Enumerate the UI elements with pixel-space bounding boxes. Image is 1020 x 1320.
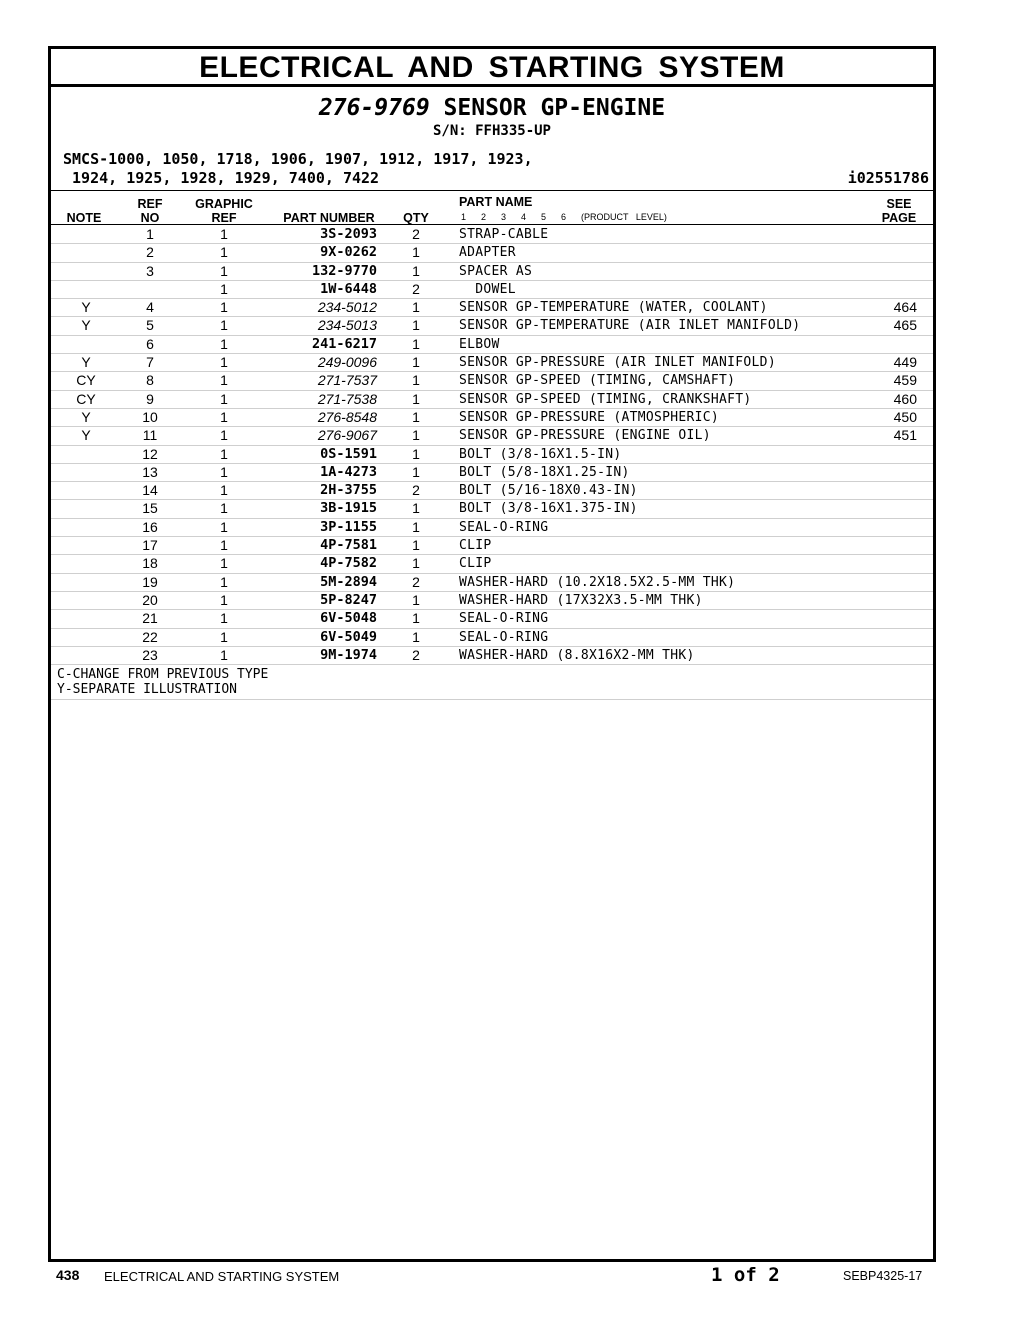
cell-part-name: SENSOR GP-SPEED (TIMING, CAMSHAFT): [459, 373, 736, 389]
cell-see-page: 464: [893, 299, 917, 316]
serial-range: S/N: FFH335-UP: [432, 123, 551, 139]
cell-part-number: 3P-1155: [320, 518, 377, 535]
cell-see-page: 459: [893, 372, 917, 389]
cell-part-number: 5P-8247: [320, 591, 377, 608]
cell-qty: 1: [412, 335, 420, 352]
cell-ref-no: 11: [142, 427, 158, 444]
cell-ref-no: 16: [142, 518, 158, 535]
table-row: [51, 263, 933, 281]
parts-page-frame: [48, 46, 936, 1262]
cell-part-name: SPACER AS: [459, 263, 533, 279]
cell-ref-no: 8: [146, 372, 154, 389]
cell-qty: 2: [412, 226, 420, 242]
table-row: [51, 372, 933, 390]
cell-part-number: 3S-2093: [320, 226, 377, 242]
header-see-page-line2: PAGE: [881, 211, 917, 225]
cell-graphic-ref: 1: [220, 445, 228, 462]
cell-ref-no: 15: [142, 500, 158, 517]
table-row: [51, 537, 933, 555]
cell-part-number: 9X-0262: [320, 244, 377, 261]
table-row: [51, 647, 933, 665]
footer-publication: SEBP4325-17: [843, 1269, 923, 1283]
cell-qty: 1: [412, 610, 420, 627]
header-graphic-ref-line1: GRAPHIC: [195, 197, 253, 211]
cell-part-name: WASHER-HARD (17X32X3.5-MM THK): [459, 592, 703, 608]
cell-graphic-ref: 1: [220, 390, 228, 407]
cell-graphic-ref: 1: [220, 610, 228, 627]
table-row: [51, 500, 933, 518]
cell-part-number: 4P-7582: [320, 555, 377, 572]
cell-part-name: WASHER-HARD (10.2X18.5X2.5-MM THK): [459, 574, 736, 590]
cell-ref-no: 13: [142, 463, 158, 480]
group-name: SENSOR GP-ENGINE: [443, 95, 666, 121]
cell-ref-no: 10: [142, 408, 158, 425]
cell-ref-no: 19: [142, 573, 158, 590]
cell-qty: 1: [412, 445, 420, 462]
cell-part-name: SENSOR GP-PRESSURE (ENGINE OIL): [459, 428, 711, 444]
cell-part-number: 132-9770: [311, 262, 377, 279]
cell-ref-no: 3: [146, 262, 154, 279]
cell-note: Y: [81, 317, 91, 334]
cell-part-number: 234-5013: [317, 317, 377, 334]
cell-note: Y: [81, 299, 91, 316]
cell-qty: 1: [412, 317, 420, 334]
cell-graphic-ref: 1: [220, 280, 228, 297]
header-part-number: PART NUMBER: [283, 211, 375, 225]
group-title: [51, 94, 933, 122]
table-row: [51, 519, 933, 537]
cell-ref-no: 14: [142, 482, 158, 499]
table-row: [51, 592, 933, 610]
cell-see-page: 460: [893, 390, 917, 407]
cell-qty: 1: [412, 518, 420, 535]
cell-part-number: 271-7537: [317, 372, 377, 389]
cell-part-name: CLIP: [459, 538, 492, 554]
header-graphic-ref: [191, 197, 257, 225]
cell-graphic-ref: 1: [220, 262, 228, 279]
table-row: [51, 281, 933, 299]
cell-part-number: 4P-7581: [320, 537, 377, 554]
cell-ref-no: 6: [146, 335, 154, 352]
cell-ref-no: 4: [146, 299, 154, 316]
cell-part-name: SENSOR GP-SPEED (TIMING, CRANKSHAFT): [459, 391, 752, 407]
cell-graphic-ref: 1: [220, 500, 228, 517]
cell-part-name: BOLT (5/16-18X0.43-IN): [459, 483, 638, 499]
cell-part-number: 276-9067: [317, 427, 377, 444]
cell-qty: 1: [412, 244, 420, 261]
header-ref-no: [133, 197, 167, 225]
cell-qty: 1: [412, 537, 420, 554]
cell-ref-no: 12: [142, 445, 158, 462]
cell-part-number: 9M-1974: [320, 646, 377, 663]
cell-part-name: SEAL-O-RING: [459, 629, 549, 645]
smcs-line-1: SMCS-1000, 1050, 1718, 1906, 1907, 1912, 1917, 1923,: [63, 150, 533, 168]
cell-part-name: BOLT (3/8-16X1.375-IN): [459, 501, 638, 517]
cell-qty: 2: [412, 646, 420, 663]
smcs-codes: [63, 150, 533, 188]
cell-part-number: 2H-3755: [320, 482, 377, 499]
cell-graphic-ref: 1: [220, 518, 228, 535]
header-see-page-line1: SEE: [886, 197, 912, 211]
table-row: [51, 336, 933, 354]
cell-qty: 1: [412, 500, 420, 517]
cell-graphic-ref: 1: [220, 372, 228, 389]
table-row: [51, 409, 933, 427]
cell-graphic-ref: 1: [220, 408, 228, 425]
cell-part-name: SENSOR GP-TEMPERATURE (AIR INLET MANIFOLD): [459, 318, 801, 334]
cell-note: CY: [76, 372, 96, 389]
cell-see-page: 450: [893, 408, 917, 425]
header-part-name: PART NAME: [459, 195, 533, 209]
cell-graphic-ref: 1: [220, 427, 228, 444]
header-product-level: 1 2 3 4 5 6 (PRODUCT LEVEL): [461, 212, 667, 222]
legend-notes: [51, 665, 933, 700]
table-row: [51, 574, 933, 592]
legend-note: Y-SEPARATE ILLUSTRATION: [57, 682, 238, 698]
cell-ref-no: 9: [146, 390, 154, 407]
cell-qty: 1: [412, 354, 420, 371]
header-ref-no-line2: NO: [140, 211, 160, 225]
illustration-id: i02551786: [847, 169, 929, 187]
cell-graphic-ref: 1: [220, 537, 228, 554]
header-qty: QTY: [403, 211, 429, 225]
cell-part-number: 6V-5048: [320, 610, 377, 627]
cell-ref-no: 18: [142, 555, 158, 572]
cell-note: Y: [81, 354, 91, 371]
table-row: [51, 555, 933, 573]
cell-part-number: 234-5012: [317, 299, 377, 316]
cell-graphic-ref: 1: [220, 317, 228, 334]
table-row: [51, 317, 933, 335]
table-row: [51, 299, 933, 317]
cell-ref-no: 21: [142, 610, 158, 627]
cell-see-page: 449: [893, 354, 917, 371]
cell-part-name: WASHER-HARD (8.8X16X2-MM THK): [459, 647, 695, 663]
cell-part-name: STRAP-CABLE: [459, 227, 549, 242]
cell-part-number: 0S-1591: [320, 445, 377, 462]
cell-qty: 1: [412, 591, 420, 608]
cell-ref-no: 7: [146, 354, 154, 371]
header-graphic-ref-line2: REF: [211, 211, 237, 225]
table-row: [51, 244, 933, 262]
header-ref-no-line1: REF: [137, 197, 163, 211]
cell-qty: 1: [412, 262, 420, 279]
cell-part-name: DOWEL: [459, 281, 516, 297]
group-number: 276-9769: [318, 95, 430, 121]
footer-page-of: 1 of 2: [711, 1264, 780, 1286]
table-row: [51, 391, 933, 409]
cell-ref-no: 20: [142, 591, 158, 608]
cell-qty: 2: [412, 482, 420, 499]
section-title-bar: [51, 49, 933, 87]
parts-table: [51, 226, 933, 700]
cell-graphic-ref: 1: [220, 555, 228, 572]
smcs-line-2: 1924, 1925, 1928, 1929, 7400, 7422: [63, 169, 380, 187]
cell-ref-no: 1: [146, 226, 154, 242]
cell-qty: 1: [412, 463, 420, 480]
cell-part-name: BOLT (3/8-16X1.5-IN): [459, 446, 622, 462]
cell-part-name: BOLT (5/8-18X1.25-IN): [459, 464, 630, 480]
cell-part-number: 276-8548: [317, 408, 377, 425]
cell-ref-no: 5: [146, 317, 154, 334]
cell-ref-no: 22: [142, 628, 158, 645]
cell-part-number: 271-7538: [317, 390, 377, 407]
table-row: [51, 482, 933, 500]
cell-part-number: 241-6217: [311, 335, 377, 352]
header-rule-bottom: [51, 224, 933, 225]
section-title: ELECTRICAL AND STARTING SYSTEM: [199, 51, 785, 84]
cell-graphic-ref: 1: [220, 244, 228, 261]
cell-part-name: SEAL-O-RING: [459, 519, 549, 535]
cell-part-name: SEAL-O-RING: [459, 611, 549, 627]
table-row: [51, 446, 933, 464]
cell-graphic-ref: 1: [220, 628, 228, 645]
cell-graphic-ref: 1: [220, 299, 228, 316]
cell-part-name: ADAPTER: [459, 245, 516, 261]
cell-part-number: 249-0096: [317, 354, 377, 371]
header-rule-top: [51, 190, 933, 191]
header-note: NOTE: [66, 211, 102, 225]
cell-see-page: 451: [893, 427, 917, 444]
cell-graphic-ref: 1: [220, 591, 228, 608]
cell-part-name: SENSOR GP-TEMPERATURE (WATER, COOLANT): [459, 300, 768, 316]
cell-see-page: 465: [893, 317, 917, 334]
cell-note: Y: [81, 427, 91, 444]
cell-qty: 1: [412, 372, 420, 389]
cell-part-number: 5M-2894: [320, 573, 377, 590]
cell-qty: 1: [412, 390, 420, 407]
cell-graphic-ref: 1: [220, 646, 228, 663]
cell-graphic-ref: 1: [220, 354, 228, 371]
cell-graphic-ref: 1: [220, 226, 228, 242]
cell-graphic-ref: 1: [220, 482, 228, 499]
cell-qty: 2: [412, 573, 420, 590]
cell-part-number: 3B-1915: [320, 500, 377, 517]
footer-page-number: 438: [56, 1267, 80, 1283]
page-footer: [0, 1264, 1020, 1294]
cell-note: Y: [81, 408, 91, 425]
cell-part-name: SENSOR GP-PRESSURE (AIR INLET MANIFOLD): [459, 355, 776, 371]
cell-qty: 1: [412, 408, 420, 425]
cell-part-name: CLIP: [459, 556, 492, 572]
cell-part-name: ELBOW: [459, 336, 500, 352]
footer-section: ELECTRICAL AND STARTING SYSTEM: [104, 1269, 340, 1284]
cell-ref-no: 23: [142, 646, 158, 663]
cell-ref-no: 2: [146, 244, 154, 261]
cell-note: CY: [76, 390, 96, 407]
table-row: [51, 464, 933, 482]
table-row: [51, 226, 933, 244]
cell-ref-no: 17: [142, 537, 158, 554]
table-row: [51, 427, 933, 445]
cell-part-number: 1A-4273: [320, 463, 377, 480]
table-row: [51, 610, 933, 628]
cell-graphic-ref: 1: [220, 573, 228, 590]
table-row: [51, 354, 933, 372]
cell-graphic-ref: 1: [220, 463, 228, 480]
cell-qty: 1: [412, 628, 420, 645]
cell-qty: 1: [412, 555, 420, 572]
header-see-page: [877, 197, 921, 225]
cell-graphic-ref: 1: [220, 335, 228, 352]
cell-part-number: 1W-6448: [320, 280, 377, 297]
table-row: [51, 629, 933, 647]
cell-part-number: 6V-5049: [320, 628, 377, 645]
cell-part-name: SENSOR GP-PRESSURE (ATMOSPHERIC): [459, 409, 720, 425]
cell-qty: 2: [412, 280, 420, 297]
cell-qty: 1: [412, 427, 420, 444]
cell-qty: 1: [412, 299, 420, 316]
legend-note: C-CHANGE FROM PREVIOUS TYPE: [57, 667, 269, 683]
